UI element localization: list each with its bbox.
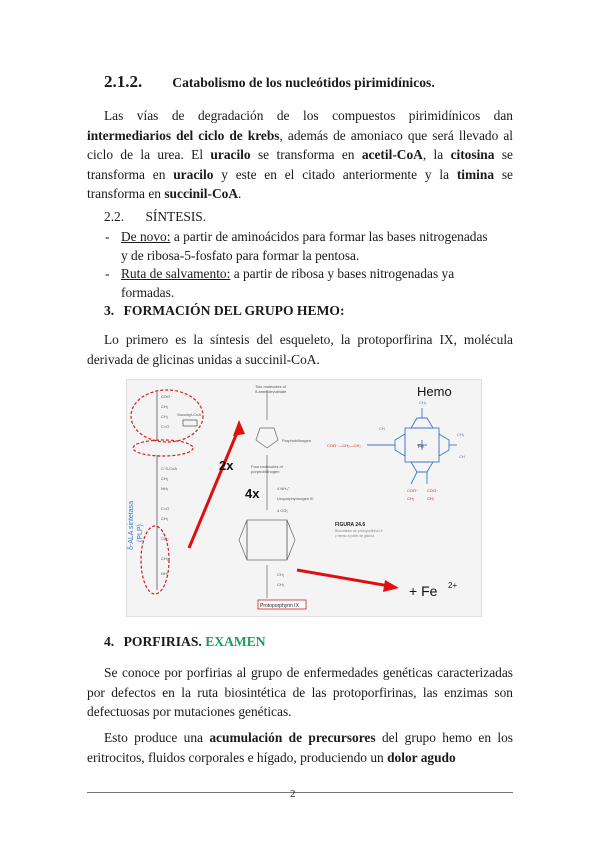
section-title: Catabolismo de los nucleótidos pirimidínicos. (172, 75, 435, 90)
svg-text:CH₂: CH₂ (161, 516, 169, 521)
svg-text:COO⁻: COO⁻ (407, 488, 419, 493)
svg-text:CH: CH (379, 426, 385, 431)
arrowhead-icon (383, 580, 399, 592)
enzyme-label (128, 501, 144, 550)
svg-text:δ-aminolevulinate: δ-aminolevulinate (255, 389, 287, 394)
svg-text:Porphobilinogen: Porphobilinogen (282, 438, 311, 443)
iron-charge: 2+ (448, 581, 458, 590)
svg-text:Uroporphyrinogen III: Uroporphyrinogen III (277, 496, 314, 501)
svg-text:y hemo a partir de glicina: y hemo a partir de glicina (335, 534, 375, 538)
svg-text:NH₂: NH₂ (161, 571, 169, 576)
paragraph-catabolism: Las vías de degradación de los compuestos pirimidínicos dan intermediarios del ciclo de krebs, además de amoniaco que será llevado al ciclo de la urea. El uracilo se transforma en acetil-CoA, la citosina se transforma en uracilo y este en el citado anteriormente y la timina se transforma en succinil-CoA. (87, 108, 514, 202)
paragraph-porfirias: Se conoce por porfirias al grupo de enfermedades genéticas caracterizadas por defectos en la ruta biosintética de las protoporfirinas, las enzimas son defectuosas por mutaciones genéticas. (87, 665, 513, 720)
svg-text:C=O: C=O (161, 506, 170, 511)
iron-label: + Fe (409, 583, 438, 599)
section-heading-3: 3. FORMACIÓN DEL GRUPO HEMO: (104, 303, 345, 318)
list-item: - Ruta de salvamento: a partir de ribosa y bases nitrogenadas ya formadas. (105, 266, 455, 300)
page-number: 2 (290, 788, 296, 800)
svg-text:CH₂: CH₂ (407, 496, 415, 501)
svg-text:CH₃: CH₃ (457, 432, 465, 437)
svg-text:NH₂: NH₂ (161, 486, 169, 491)
svg-text:CH₂: CH₂ (161, 476, 169, 481)
multiplier-2x: 2x (219, 458, 234, 473)
svg-text:COO⁻: COO⁻ (161, 394, 173, 399)
multiplier-4x: 4x (245, 486, 260, 501)
section-number: 2.1.2. (104, 72, 143, 91)
svg-text:porphobilinogen: porphobilinogen (251, 469, 280, 474)
svg-text:Two molecules of: Two molecules of (255, 384, 286, 389)
svg-text:(PLP): (PLP) (137, 524, 144, 542)
paragraph-precursores: Esto produce una acumulación de precursores del grupo hemo en los eritrocitos, fluidos corporales e hígado, produciendo un dolor agudo (87, 730, 514, 765)
svg-text:Biosíntesis de protoporfirina: Biosíntesis de protoporfirina IX (335, 529, 383, 533)
svg-text:CH₂: CH₂ (161, 414, 169, 419)
section-title: SÍNTESIS. (145, 209, 207, 224)
footer-divider (87, 792, 513, 793)
svg-text:COO⁻: COO⁻ (427, 488, 439, 493)
svg-text:CH₂: CH₂ (427, 496, 435, 501)
arrowhead-icon (233, 420, 245, 436)
svg-text:C=O: C=O (161, 424, 170, 429)
heme-synthesis-figure (126, 379, 482, 617)
svg-text:COO⁻—CH₂—CH₂: COO⁻—CH₂—CH₂ (327, 443, 361, 448)
svg-text:δ-ALA sintetasa: δ-ALA sintetasa (128, 500, 135, 550)
protoporphyrin-label: Protoporphyrin IX (260, 603, 299, 609)
svg-text:Four molecules of: Four molecules of (251, 464, 283, 469)
svg-text:CO₂: CO₂ (161, 536, 169, 541)
svg-text:CH₂: CH₂ (277, 572, 285, 577)
svg-text:CH₃: CH₃ (419, 400, 427, 405)
list-item: - De novo: a partir de aminoácidos para formar las bases nitrogenadas y de ribosa-5-fosfato para formar la pentosa. (105, 229, 488, 263)
section-number: 2.2. (104, 209, 125, 224)
arrow (189, 428, 239, 548)
svg-text:C·S-CoA: C·S-CoA (161, 466, 178, 471)
svg-text:CH: CH (459, 454, 465, 459)
section-heading-2-1-2 (104, 72, 435, 92)
svg-text:CH₂: CH₂ (161, 556, 169, 561)
hemo-title: Hemo (417, 384, 452, 399)
svg-text:CH₂: CH₂ (277, 582, 285, 587)
heme-diagram (127, 380, 481, 616)
figure-caption-label: FIGURA 24.6 (335, 522, 366, 528)
exam-tag: EXAMEN (205, 634, 266, 649)
svg-text:Succinyl-CoA: Succinyl-CoA (177, 412, 202, 417)
paragraph-hemo: Lo primero es la síntesis del esqueleto, la protoporfirina IX, molécula derivada de glicinas unidas a succinil-CoA. (87, 332, 513, 367)
section-heading-4: 4. PORFIRIAS. EXAMEN (104, 634, 266, 649)
svg-text:Fe: Fe (418, 444, 424, 450)
arrow (297, 570, 389, 586)
svg-text:CH₂: CH₂ (161, 404, 169, 409)
svg-text:4 NH₄⁺: 4 NH₄⁺ (277, 486, 290, 491)
svg-text:4 CO₂: 4 CO₂ (277, 508, 288, 513)
section-heading-2-2 (104, 209, 206, 225)
